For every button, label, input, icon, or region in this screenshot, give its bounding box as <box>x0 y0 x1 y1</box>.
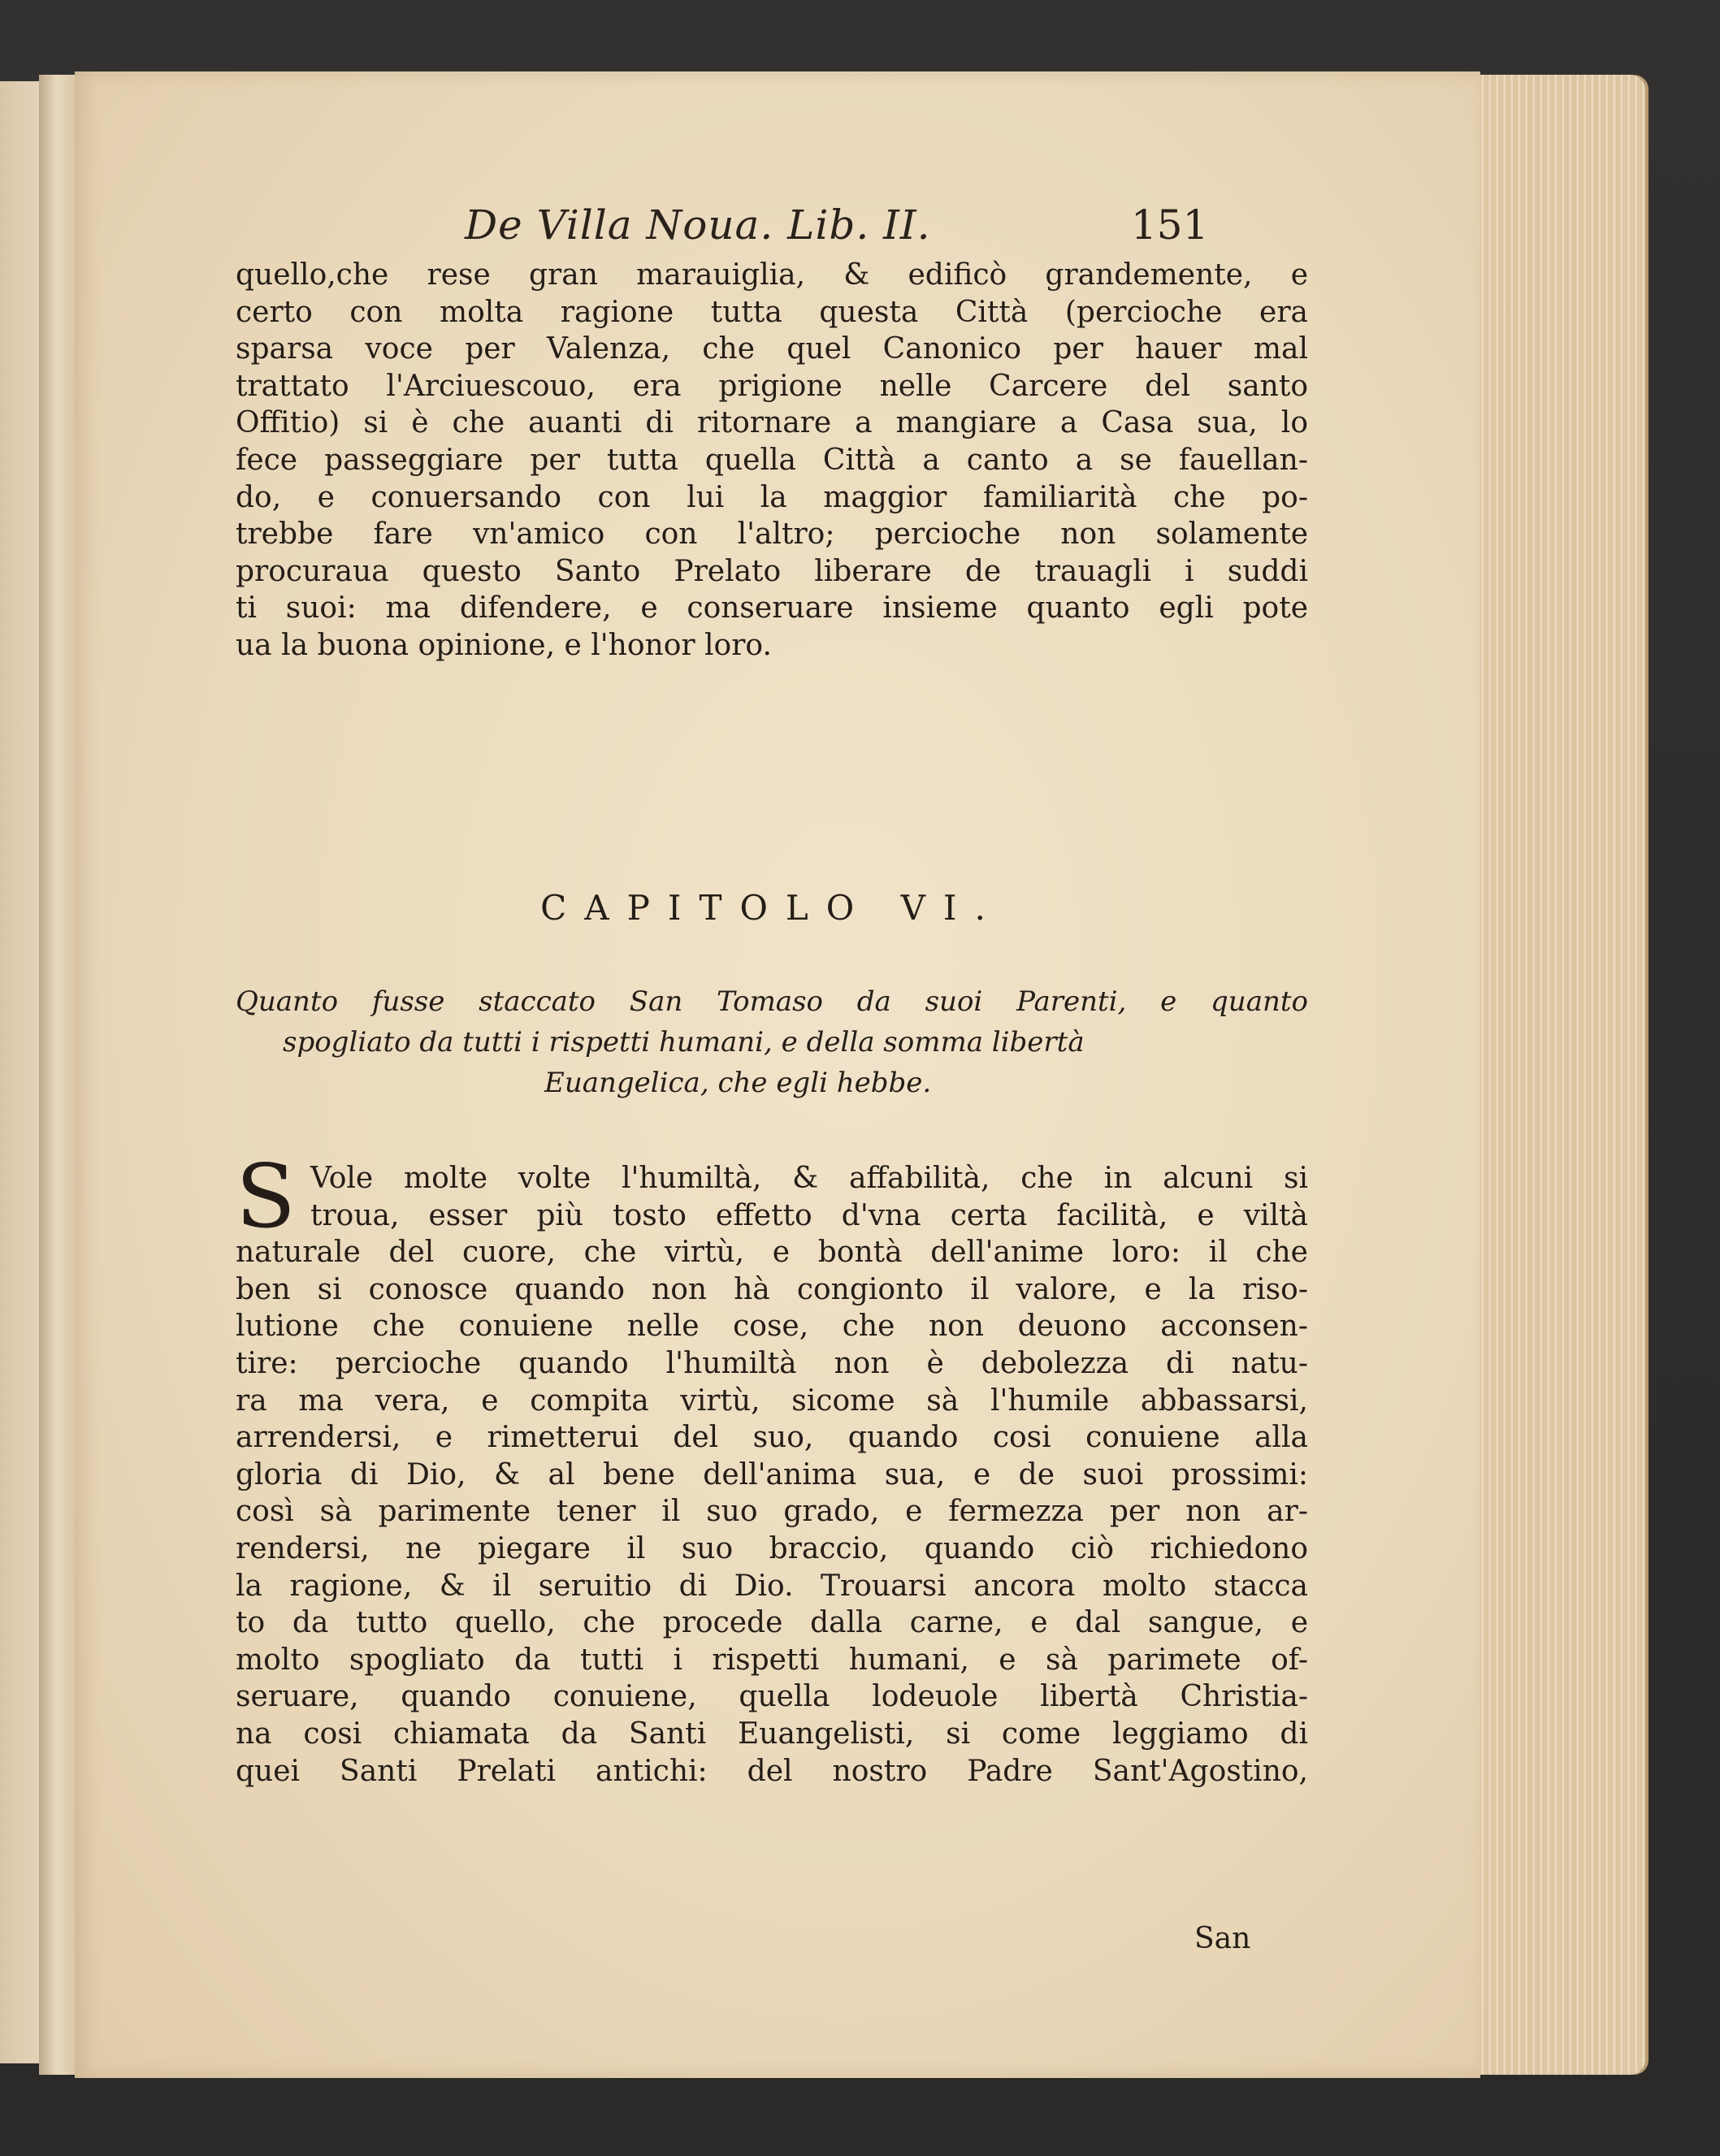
text-line: ua la buona opinione, e l'honor loro. <box>236 628 772 662</box>
running-title: De Villa Noua. Lib. II. <box>465 201 931 249</box>
page-number: 151 <box>1131 201 1209 249</box>
text-line: quei Santi Prelati antichi: del nostro Padre Sant'Agostino, <box>236 1754 1308 1788</box>
text-line: ra ma vera, e compita virtù, sicome sà l'humile abbassarsi, <box>236 1383 1308 1418</box>
text-line: do, e conuersando con lui la maggior familiarità che po- <box>236 480 1308 514</box>
text-line: sparsa voce per Valenza, che quel Canonico per hauer mal <box>236 332 1308 366</box>
text-line: certo con molta ragione tutta questa Città (percioche era <box>236 295 1308 329</box>
text-line: naturale del cuore, che virtù, e bontà dell'anime loro: il che <box>236 1236 1308 1270</box>
text-line: trattato l'Arciuescouo, era prigione nelle Carcere del santo <box>236 369 1308 403</box>
text-line: tire: percioche quando l'humiltà non è debolezza di natu- <box>236 1346 1308 1380</box>
text-line: na cosi chiamata da Santi Euangelisti, si come leggiamo di <box>236 1717 1308 1751</box>
book-gutter <box>39 75 78 2075</box>
catchword: San <box>1194 1922 1251 1955</box>
text-line: trebbe fare vn'amico con l'altro; percioche non solamente <box>236 517 1308 552</box>
text-line: Vole molte volte l'humiltà, & affabilità, che in alcuni si <box>310 1162 1308 1195</box>
text-line: fece passeggiare per tutta quella Città a canto a se fauellan- <box>236 443 1308 477</box>
chapter-body <box>236 1160 1308 1790</box>
summary-line: Quanto fusse staccato San Tomaso da suoi Parenti, e quanto <box>236 985 1308 1018</box>
text-line: ben si conosce quando non hà congionto il valore, e la riso- <box>236 1272 1308 1306</box>
text-line: arrendersi, e rimetterui del suo, quando cosi conuiene alla <box>236 1421 1308 1455</box>
text-line: Offitio) si è che auanti di ritornare a mangiare a Casa sua, lo <box>236 406 1308 440</box>
text-line: lutione che conuiene nelle cose, che non deuono acconsen- <box>236 1310 1308 1344</box>
text-line: molto spogliato da tutti i rispetti humani, e sà parimete of- <box>236 1643 1308 1677</box>
text-line: to da tutto quello, che procede dalla carne, e dal sangue, e <box>236 1606 1308 1640</box>
text-line: procuraua questo Santo Prelato liberare de trauagli i suddi <box>236 554 1308 588</box>
page-block-edges <box>1471 75 1645 2075</box>
text-line: seruare, quando conuiene, quella lodeuole libertà Christia- <box>236 1680 1308 1714</box>
text-line: troua, esser più tosto effetto d'vna certa facilità, e viltà <box>310 1198 1308 1232</box>
paragraph-continuation <box>236 257 1308 665</box>
book-page <box>75 71 1480 2078</box>
text-line: la ragione, & il seruitio di Dio. Trouarsi ancora molto stacca <box>236 1569 1308 1603</box>
drop-cap: S <box>236 1146 296 1248</box>
text-line: così sà parimente tener il suo grado, e fermezza per non ar- <box>236 1495 1308 1529</box>
text-line: quello,che rese gran marauiglia, & edificò grandemente, e <box>236 258 1308 292</box>
chapter-heading: CAPITOLO VI. <box>540 888 1003 928</box>
chapter-summary <box>236 981 1308 1103</box>
text-line: gloria di Dio, & al bene dell'anima sua, e de suoi prossimi: <box>236 1457 1308 1491</box>
summary-line: Euangelica, che egli hebbe. <box>544 1067 932 1099</box>
summary-line: spogliato da tutti i rispetti humani, e della somma libertà <box>283 1026 1085 1059</box>
text-line: rendersi, ne piegare il suo braccio, quando ciò richiedono <box>236 1531 1308 1565</box>
text-line: ti suoi: ma difendere, e conseruare insieme quanto egli pote <box>236 591 1308 626</box>
